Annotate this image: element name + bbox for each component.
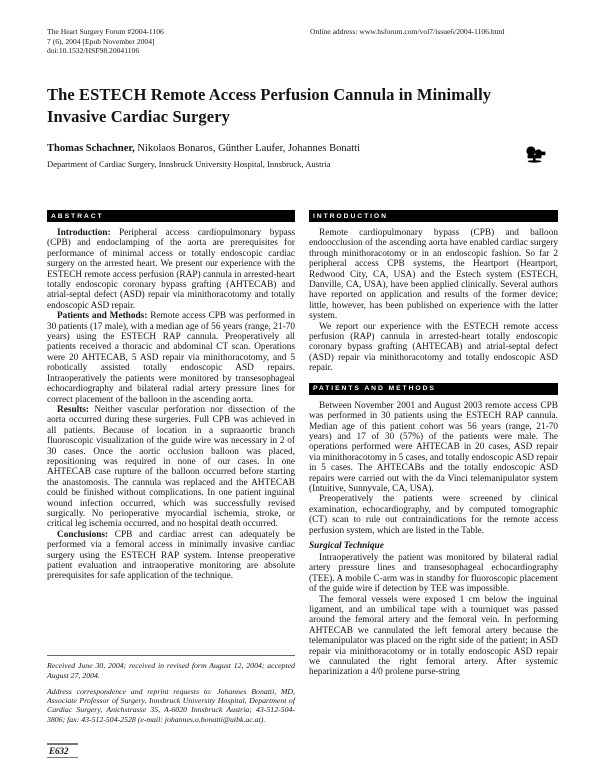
abstract-paragraph-results: Results: Neither vascular perforation nor dissection of the aorta occurred during these surgeries. Full CPB was achieved in all patients. Because of location in a supraaortic branch fluoroscopic visualization of the guide wire was necessary in 2 of 30 cases. Once the aortic occlusion balloon was placed, repositioning was required in none of our cases. In one AHTECAB case rupture of the balloon occurred before starting the anastomosis. The cannula was replaced and the AHTECAB could be finished without complications. In one patient inguinal wound infection occurred, which was successfully revised surgically. No perioperative myocardial ischemia, stroke, or critical leg ischemia occurred, and no hospital death occurred. [47,404,295,530]
coauthors: Nikolaos Bonaros, Günther Laufer, Johannes Bonatti [134,143,361,154]
journal-issue-line: 7 (6), 2004 [Epub November 2004] [47,36,155,46]
journal-citation-line: The Heart Surgery Forum #2004-1106 [47,27,164,36]
introduction-paragraph: Remote cardiopulmonary bypass (CPB) and balloon endoocclusion of the ascending aorta have enabled cardiac surgery through minithoracotomy or in an endoscopic fashion. So far 2 peripheral access CPB systems, the Heartport (Heartport, Redwood City, CA, USA) and the Estech system (ESTECH, Danville, CA, USA), have been applied clinically. Several authors have reported on application and results of the former device; little, however, has been published on experience with the latter system. [309,228,558,322]
correspondence-note: Address correspondence and reprint requests to: Johannes Bonatti, MD, Associate Professor of Surgery, Innsbruck University Hospital, Department of Cardiac Surgery, Anichstrasse 35, A-6020 Innsbruck Austria; 43-512-504-3806; fax: 43-512-504-2528 (e-mail: johannes.o.bonatti@uibk.ac.at). [47,686,295,724]
left-column-spacer [47,582,295,655]
left-column [47,210,295,776]
affiliation-line: Department of Cardiac Surgery, Innsbruck University Hospital, Innsbruck, Austria [47,159,331,169]
abstract-paragraph-conclusions: Conclusions: CPB and cardiac arrest can adequately be performed via a femoral access in minimally invasive cardiac surgery using the ESTECH RAP system. Intense preoperative patient evaluation and intraoperative monitoring are absolute prerequisites for safe application of the technique. [47,529,295,582]
page-number-row [47,741,295,759]
online-address: Online address: www.hsforum.com/vol7/issue6/2004-1106.html [310,27,505,36]
article-title-line1: The ESTECH Remote Access Perfusion Cannula in Minimally [47,85,492,104]
surgical-technique-subheading: Surgical Technique [309,540,384,551]
surgical-technique-paragraph: The femoral vessels were exposed 1 cm below the inguinal ligament, and an umbilical tape with a tourniquet was passed around the femoral artery and the femoral vein. In performing AHTECAB we cannulated the left femoral artery because the telemanipulator was placed on the right side of the patient; in ASD repair via minithoracotomy or in totally endoscopic ASD repair we cannulated the right femoral artery. After systemic heparinization a 4/0 prolene purse-string [309,594,558,678]
journal-citation-block [47,27,164,56]
authors-line [47,143,360,154]
introduction-paragraph: We report our experience with the ESTECH remote access perfusion (RAP) cannula in arrested-heart totally endoscopic coronary bypass grafting (AHTECAB) and atrial-septal defect (ASD) repair via minithoracotomy and totally endoscopic ASD repair. [309,321,558,374]
abstract-paragraph-introduction: Introduction: Peripheral access cardiopulmonary bypass (CPB) and endoclamping of the aorta are prerequisites for performance of minimal access or totally endoscopic cardiac surgery on the arrested heart. We present our experience with the ESTECH remote access perfusion (RAP) cannula in arrested-heart totally endoscopic coronary bypass grafting (AHTECAB) and atrial-septal defect (ASD) repair via minithoracotomy and totally endoscopic ASD repair. [47,228,295,311]
surgical-technique-paragraph: Intraoperatively the patient was monitored by bilateral radial artery pressure lines and transesophageal echocardiography (TEE). A mobile C-arm was in standby for fluoroscopic placement of the guide wire if detection by TEE was impossible. [309,552,558,595]
article-title [47,84,527,128]
abstract-heading: ABSTRACT [47,210,295,222]
abstract-paragraph-methods: Patients and Methods: Remote access CPB was performed in 30 patients (17 male), with a median age of 56 years (range, 21-70 years) using the ESTECH RAP cannula. Preoperatively all patients received a thoracic and abdominal CT scan. Operations were 20 AHTECAB, 5 ASD repair via minithoracotomy, and 5 robotically assisted totally endoscopic ASD repairs. Intraoperatively the patients were monitored by transesophageal echocardiography and bilateral radial artery pressure lines for correct placement of the balloon in the ascending aorta. [47,311,295,405]
article-footnotes [47,655,295,731]
right-column [309,210,558,678]
received-dates-note: Received June 30, 2004; received in revised form August 12, 2004; accepted August 27, 2004. [47,661,295,680]
article-title-line2: Invasive Cardiac Surgery [47,107,230,126]
methods-paragraph: Between November 2001 and August 2003 remote access CPB was performed in 30 patients using the ESTECH RAP cannula. Median age of this patient cohort was 56 years (range, 21-70 years) and 17 of 30 (57%) of the patients were male. The operations performed were AHTECAB in 20 cases, ASD repair via minithoracotomy in 5 cases, and totally endoscopic ASD repair in 5 cases. The AHTECABs and the totally endoscopic ASD repairs were carried out with the da Vinci telemanipulator system (Intuitive, Sunnyvale, CA, USA). [309,400,558,494]
movie-camera-icon [523,146,547,164]
first-author: Thomas Schachner, [47,143,135,154]
introduction-body [309,228,558,374]
methods-heading: PATIENTS AND METHODS [309,383,558,395]
methods-body [309,401,558,678]
page-number: E632 [47,743,78,758]
introduction-heading: INTRODUCTION [309,210,558,222]
methods-paragraph: Preoperatively the patients were screened by clinical examination, echocardiography, and by computed tomographic (CT) scan to rule out contraindications for the remote access perfusion system, which are listed in the Table. [309,494,558,536]
abstract-body [47,228,295,582]
journal-doi-line: doi:10.1532/HSF98.20041106 [47,46,140,56]
